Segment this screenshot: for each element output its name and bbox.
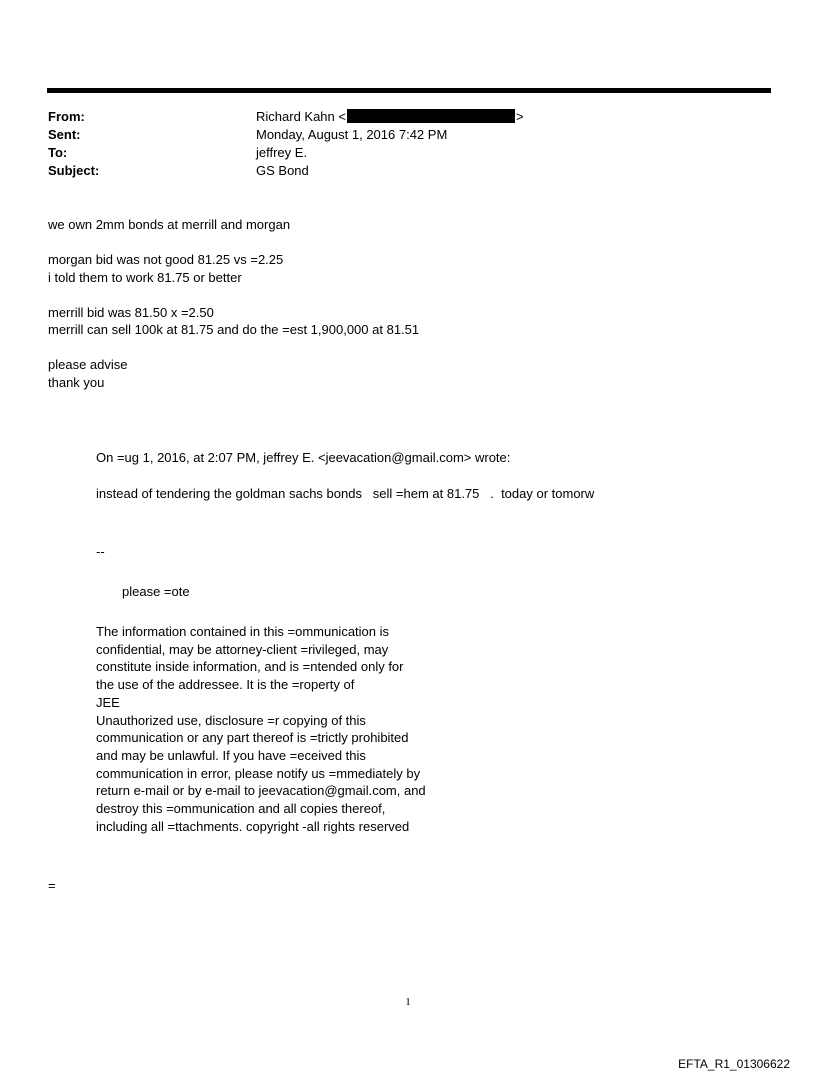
from-close: > bbox=[515, 109, 524, 124]
email-header bbox=[48, 108, 748, 180]
body-paragraph: merrill bid was 81.50 x =2.50 merrill can sell 100k at 81.75 and do the =est 1,900,000 at 81.51 bbox=[48, 304, 420, 337]
body-paragraph: please advise thank you bbox=[48, 357, 128, 390]
to-label: To: bbox=[48, 145, 68, 160]
subject-value: GS Bond bbox=[256, 163, 309, 178]
notice-line: communication in error, please notify us =mmediately by bbox=[96, 765, 421, 781]
notice-line: destroy this =ommunication and all copies thereof, bbox=[96, 801, 386, 817]
sent-row bbox=[48, 126, 748, 144]
quoted-text: instead of tendering the goldman sachs bonds sell =hem at 81.75 . today or tomorw bbox=[96, 486, 595, 501]
from-name: Richard Kahn < bbox=[256, 109, 346, 124]
subject-row bbox=[48, 162, 748, 180]
sent-label: Sent: bbox=[48, 127, 81, 142]
trailing-mark: = bbox=[48, 878, 56, 893]
quoted-message bbox=[96, 449, 736, 835]
notice-line: Unauthorized use, disclosure =r copying of this bbox=[96, 712, 366, 728]
from-label: From: bbox=[48, 109, 85, 124]
from-value bbox=[256, 108, 524, 126]
notice-line: constitute inside information, and is =ntended only for bbox=[96, 659, 404, 675]
subject-label: Subject: bbox=[48, 163, 100, 178]
notice-line: confidential, may be attorney-client =rivileged, may bbox=[96, 641, 389, 657]
notice-line: and may be unlawful. If you have =eceived this bbox=[96, 747, 366, 763]
notice-line: The information contained in this =ommunication is bbox=[96, 624, 390, 639]
page-number: 1 bbox=[405, 996, 411, 1008]
redaction-bar bbox=[347, 109, 515, 123]
notice-line: including all =ttachments. copyright -all rights reserved bbox=[96, 818, 410, 834]
body-paragraph: we own 2mm bonds at merrill and morgan bbox=[48, 217, 291, 232]
confidentiality-notice bbox=[96, 623, 736, 835]
from-row bbox=[48, 108, 748, 126]
notice-line: return e-mail or by e-mail to jeevacation@gmail.com, and bbox=[96, 783, 426, 799]
header-rule bbox=[47, 88, 771, 93]
body-paragraph: morgan bid was not good 81.25 vs =2.25 i told them to work 81.75 or better bbox=[48, 252, 284, 285]
to-value: jeffrey E. bbox=[256, 145, 308, 160]
signature-note: please =ote bbox=[122, 584, 190, 599]
signature-separator: -- bbox=[96, 544, 105, 559]
quote-attribution: On =ug 1, 2016, at 2:07 PM, jeffrey E. <jeevacation@gmail.com> wrote: bbox=[96, 450, 511, 465]
email-body bbox=[48, 216, 768, 409]
document-id: EFTA_R1_01306622 bbox=[678, 1057, 790, 1071]
notice-line: JEE bbox=[96, 694, 120, 710]
notice-line: the use of the addressee. It is the =roperty of bbox=[96, 677, 355, 693]
sent-value: Monday, August 1, 2016 7:42 PM bbox=[256, 127, 448, 142]
to-row bbox=[48, 144, 748, 162]
notice-line: communication or any part thereof is =trictly prohibited bbox=[96, 730, 409, 746]
